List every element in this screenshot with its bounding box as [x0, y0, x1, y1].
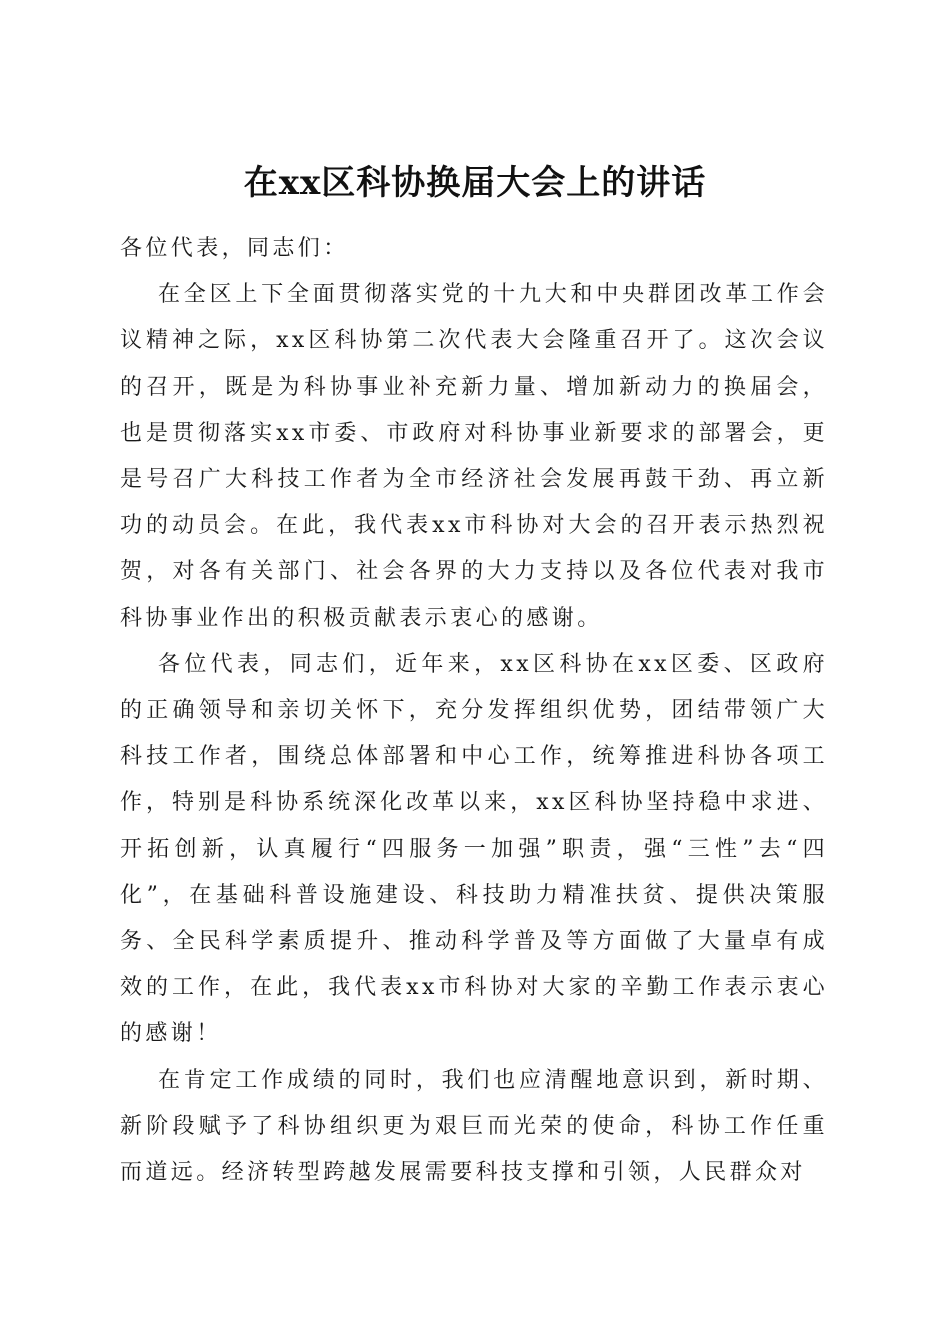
document-body	[120, 226, 828, 1196]
paragraph-2: 各位代表，同志们，近年来，xx区科协在xx区委、区政府的正确领导和亲切关怀下，充分发挥组织优势，团结带领广大科技工作者，围绕总体部署和中心工作，统筹推进科协各项工作，特别是科协系统深化改革以来，xx区科协坚持稳中求进、开拓创新，认真履行“四服务一加强”职责，强“三性”去“四化”，在基础科普设施建设、科技助力精准扶贫、提供决策服务、全民科学素质提升、推动科学普及等方面做了大量卓有成效的工作，在此，我代表xx市科协对大家的辛勤工作表示衷心的感谢！	[120, 651, 828, 1047]
document-title: 在xx区科协换届大会上的讲话	[243, 162, 707, 203]
salutation: 各位代表，同志们：	[120, 236, 349, 261]
paragraph-1: 在全区上下全面贯彻落实党的十九大和中央群团改革工作会议精神之际，xx区科协第二次代表大会隆重召开了。这次会议的召开，既是为科协事业补充新力量、增加新动力的换届会，也是贯彻落实xx市委、市政府对科协事业新要求的部署会，更是号召广大科技工作者为全市经济社会发展再鼓干劲、再立新功的动员会。在此，我代表xx市科协对大会的召开表示热烈祝贺，对各有关部门、社会各界的大力支持以及各位代表对我市科协事业作出的积极贡献表示衷心的感谢。	[120, 282, 828, 631]
paragraph-3: 在肯定工作成绩的同时，我们也应清醒地意识到，新时期、新阶段赋予了科协组织更为艰巨而光荣的使命，科协工作任重而道远。经济转型跨越发展需要科技支撑和引领，人民群众对	[120, 1067, 828, 1186]
